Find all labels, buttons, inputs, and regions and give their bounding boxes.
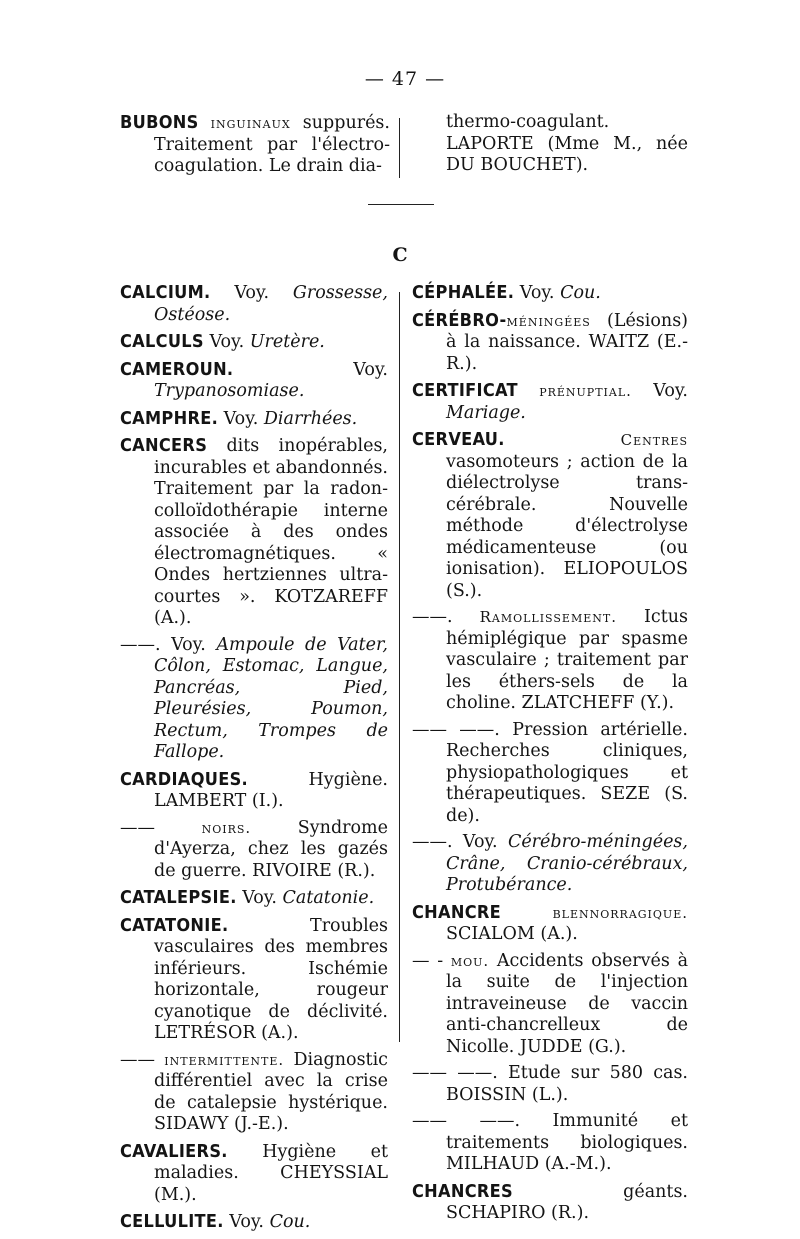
qualifier: mou.: [450, 951, 490, 970]
left-column: [120, 282, 388, 1239]
headword: CERVEAU.: [412, 429, 505, 450]
entry-bubons: [120, 112, 390, 178]
entry-text: Diagnostic différentiel avec la crise de catalepsie hystérique. SIDAWY (J.-E.).: [154, 1049, 388, 1134]
entry-text: Etude sur 580 cas. BOISSIN (L.).: [446, 1063, 688, 1105]
entry: [120, 1050, 388, 1136]
dash: ——: [120, 1049, 155, 1070]
entry: [120, 1211, 388, 1234]
right-column: [412, 282, 688, 1230]
headword: CATATONIE.: [120, 914, 229, 936]
section-letter: C: [392, 244, 408, 266]
dash: —— ——.: [412, 1111, 521, 1131]
dash: —— ——.: [412, 719, 500, 740]
entry-text: Immunité et traitements biologiques. MILHAUD (A.-M.).: [446, 1111, 688, 1174]
entry-text: Voy.: [209, 332, 245, 352]
entry: [412, 1111, 688, 1176]
qualifier: Centres: [620, 431, 688, 449]
entry: [412, 380, 688, 424]
headword: CANCERS: [120, 435, 208, 456]
entry: [412, 282, 688, 305]
entry: [120, 887, 388, 910]
headword: CALCIUM.: [120, 282, 211, 303]
entry: [412, 720, 688, 828]
entry-text: Ictus hémiplégique par spasme vasculaire ; traitement par les éthers-sels de la choline. ZLATCHEFF (Y.).: [446, 607, 688, 713]
qualifier: inguinaux: [210, 114, 291, 132]
entry: [120, 915, 388, 1045]
headword: CÉRÉBRO-: [412, 309, 507, 331]
qualifier: blennorragique.: [552, 903, 688, 922]
entry-text: Hygiène. LAMBERT (I.).: [154, 769, 388, 811]
entry: [120, 635, 388, 764]
entry: [412, 951, 688, 1059]
headword: CELLULITE.: [120, 1211, 224, 1232]
entry-text: Voy.: [242, 888, 277, 908]
entry-text: thermo-coagulant. LAPORTE (Mme M., née DU BOUCHET).: [446, 112, 688, 175]
headword: CÉPHALÉE.: [412, 282, 515, 303]
headword: BUBONS: [120, 112, 199, 133]
entry-text: Voy.: [462, 832, 498, 852]
entry: [120, 435, 388, 630]
entry: [120, 1141, 388, 1207]
dash: —— ——.: [412, 1063, 498, 1083]
column-divider-top: [399, 118, 400, 178]
page-number: — 47 —: [364, 68, 446, 90]
entry: [412, 607, 688, 715]
entry: [412, 1181, 688, 1225]
dash: ——.: [412, 832, 453, 852]
entry-text: (Lésions) à la naissance. WAITZ (E.-R.).: [446, 310, 688, 374]
entry-text: Syndrome d'Ayerza, chez les gazés de guerre. RIVOIRE (R.).: [154, 817, 388, 881]
entry-ref: Uretère.: [249, 332, 325, 352]
entry-text: Troubles vasculaires des membres inférieurs. Ischémie horizontale, rougeur cyanotique de déclivité. LETRÉSOR (A.).: [154, 915, 388, 1043]
headword: CHANCRE: [412, 901, 502, 923]
entry-text: Voy.: [353, 359, 388, 380]
entry: [120, 282, 388, 326]
entry: [412, 310, 688, 376]
headword: CALCULS: [120, 331, 204, 352]
entry-ref: Ampoule de Vater, Côlon, Estomac, Langue, Pancréas, Pied, Pleurésies, Poumon, Rectum, Trompes de Fallope.: [154, 634, 388, 762]
headword: CAMPHRE.: [120, 407, 219, 429]
entry-ref: Cérébro-méningées, Crâne, Cranio-cérébraux, Protubérance.: [446, 832, 688, 895]
headword: CARDIAQUES.: [120, 768, 248, 790]
entry-text: vasomoteurs ; action de la diélectrolyse trans-cérébrale. Nouvelle méthode d'électrolyse médicamenteuse (ou ionisation). ELIOPOULOS (S.).: [446, 451, 688, 601]
entry: [412, 832, 688, 897]
entry-ref: Catatonie.: [282, 888, 375, 908]
headword: CAMEROUN.: [120, 358, 234, 380]
entry: [412, 902, 688, 946]
qualifier: intermittente.: [164, 1050, 285, 1069]
entry-ref: Grossesse, Ostéose.: [154, 283, 388, 325]
entry: [412, 1063, 688, 1106]
dash: ——.: [120, 634, 161, 655]
entry: [120, 769, 388, 813]
entry-text: Pression artérielle. Recherches cliniques, physiopathologiques et thérapeutiques. SEZE (S. de).: [446, 719, 688, 826]
entry-ref: Diarrhées.: [263, 408, 358, 429]
dash: — -: [412, 950, 444, 971]
entry-text: Accidents observés à la suite de l'injection intraveineuse de vaccin anti-chancrelleux de Nicolle. JUDDE (G.).: [446, 950, 688, 1057]
qualifier: méningées: [506, 311, 591, 330]
entry-text: Voy.: [171, 634, 206, 655]
entry-text: géants. SCHAPIRO (R.).: [446, 1181, 688, 1223]
entry-text: Voy.: [223, 408, 259, 429]
entry-ref: Cou.: [560, 283, 601, 303]
entry-text: dits inopérables, incurables et abandonnés. Traitement par la radon-colloïdothérapie interne associée à des ondes électromagnétiques. « Ondes hertziennes ultra-courtes ». KOTZAREFF (A.).: [154, 436, 388, 628]
qualifier: prénuptial.: [539, 382, 632, 400]
top-right-continuation: [412, 112, 688, 182]
section-rule: [368, 204, 434, 205]
entry-ref: Mariage.: [446, 402, 526, 423]
qualifier: noirs.: [201, 818, 252, 837]
column-divider: [399, 292, 400, 1042]
entry-continuation: [412, 112, 688, 177]
entry-text: Voy.: [653, 381, 688, 401]
entry: [120, 359, 388, 403]
entry: [120, 408, 388, 431]
entry-ref: Trypanosomiase.: [154, 381, 305, 401]
top-left-continuation: [120, 112, 390, 183]
entry: [120, 818, 388, 883]
entry-text: suppurés. Traitement par l'électro-coagulation. Le drain dia-: [154, 113, 390, 176]
entry-text: Hygiène et maladies. CHEYSSIAL (M.).: [154, 1141, 388, 1205]
entry-text: Voy.: [234, 283, 270, 303]
entry-text: Voy.: [519, 283, 555, 303]
dash: ——.: [412, 607, 453, 627]
headword: CAVALIERS.: [120, 1140, 228, 1162]
entry-text: SCIALOM (A.).: [446, 924, 578, 944]
headword: CATALEPSIE.: [120, 887, 237, 908]
headword: CHANCRES: [412, 1180, 514, 1202]
entry: [120, 331, 388, 354]
entry-ref: Cou.: [269, 1212, 311, 1232]
entry-text: Voy.: [229, 1212, 264, 1232]
entry: [412, 429, 688, 602]
headword: CERTIFICAT: [412, 380, 518, 401]
qualifier: Ramollissement.: [479, 608, 617, 626]
dash: ——: [120, 817, 155, 838]
